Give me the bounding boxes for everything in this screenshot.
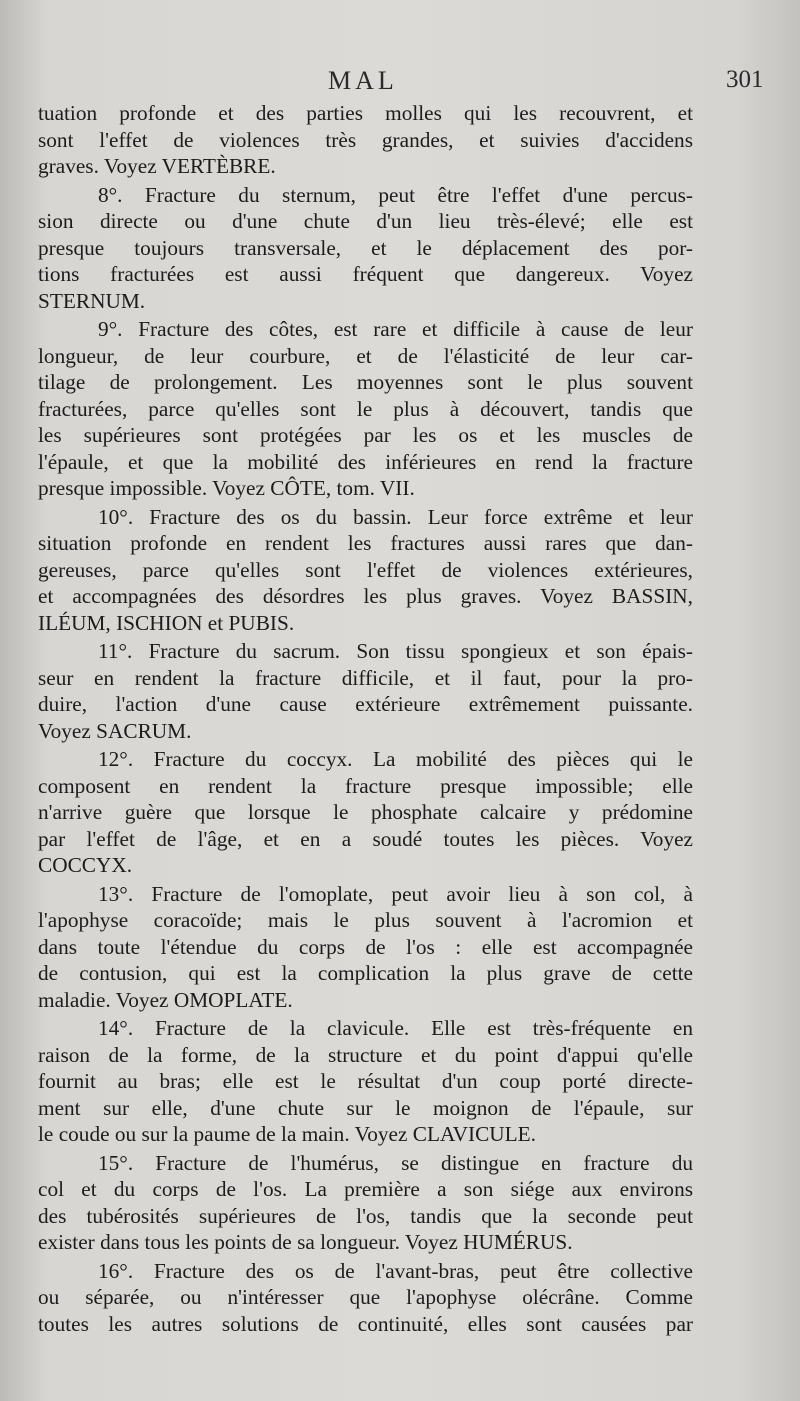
text-line: col et du corps de l'os. La première a son siége aux environs xyxy=(38,1177,693,1201)
text-line: n'arrive guère que lorsque le phosphate calcaire y prédomine xyxy=(38,800,693,824)
text-line: des tubérosités supérieures de l'os, tandis que la seconde peut xyxy=(38,1203,693,1228)
text-line: 13°. Fracture de l'omoplate, peut avoir lieu à son col, à xyxy=(98,881,693,906)
text-line: l'épaule, et que la mobilité des inférieures en rend la fracture xyxy=(38,449,693,474)
text-line: STERNUM. xyxy=(38,288,146,313)
text-line: fracturées, parce qu'elles sont le plus à découvert, tandis que xyxy=(38,396,693,421)
text-line: Voyez SACRUM. xyxy=(38,718,192,743)
text-line: maladie. Voyez OMOPLATE. xyxy=(38,987,293,1012)
text-line: ILÉUM, ISCHION et PUBIS. xyxy=(38,610,295,635)
text-line: graves. Voyez VERTÈBRE. xyxy=(38,154,276,178)
text-line: tions fracturées est aussi fréquent que dangereux. Voyez xyxy=(38,262,693,286)
text-line: dans toute l'étendue du corps de l'os : elle est accompagnée xyxy=(38,934,693,959)
text-line: tuation profonde et des parties molles qui les recouvrent, et xyxy=(38,101,693,125)
text-line: 9°. Fracture des côtes, est rare et difficile à cause de leur xyxy=(98,317,693,341)
text-line: longueur, de leur courbure, et de l'élasticité de leur car- xyxy=(38,343,693,368)
text-line: sion directe ou d'une chute d'un lieu très-élevé; elle est xyxy=(38,209,693,233)
text-line: raison de la forme, de la structure et du point d'appui qu'elle xyxy=(38,1042,693,1067)
text-line: 8°. Fracture du sternum, peut être l'effet d'une percus- xyxy=(98,182,693,207)
page-number: 301 xyxy=(726,66,764,93)
text-line: COCCYX. xyxy=(38,853,133,877)
text-line: l'apophyse coracoïde; mais le plus souvent à l'acromion et xyxy=(38,908,693,932)
text-line: fournit au bras; elle est le résultat d'un coup porté directe- xyxy=(38,1069,693,1093)
text-line: exister dans tous les points de sa longueur. Voyez HUMÉRUS. xyxy=(38,1230,573,1254)
text-line: tilage de prolongement. Les moyennes sont le plus souvent xyxy=(38,370,693,394)
text-line: le coude ou sur la paume de la main. Voyez CLAVICULE. xyxy=(38,1122,537,1146)
body-text xyxy=(38,100,693,1337)
text-line: seur en rendent la fracture difficile, et il faut, pour la pro- xyxy=(38,665,693,690)
text-line: les supérieures sont protégées par les os et les muscles de xyxy=(38,423,693,447)
text-line: 16°. Fracture des os de l'avant-bras, peut être collective xyxy=(98,1258,693,1283)
text-line: et accompagnées des désordres les plus graves. Voyez BASSIN, xyxy=(38,584,693,608)
text-line: situation profonde en rendent les fractures aussi rares que dan- xyxy=(38,531,693,555)
text-line: presque impossible. Voyez CÔTE, tom. VII. xyxy=(38,476,415,500)
text-line: 10°. Fracture des os du bassin. Leur force extrême et leur xyxy=(98,504,693,529)
text-line: par l'effet de l'âge, et en a soudé toutes les pièces. Voyez xyxy=(38,826,693,851)
text-line: 15°. Fracture de l'humérus, se distingue en fracture du xyxy=(98,1150,693,1175)
text-line: sont l'effet de violences très grandes, et suivies d'accidens xyxy=(38,127,693,152)
text-line: presque toujours transversale, et le déplacement des por- xyxy=(38,235,693,260)
text-line: gereuses, parce qu'elles sont l'effet de violences extérieures, xyxy=(38,557,693,582)
text-line: toutes les autres solutions de continuité, elles sont causées par xyxy=(38,1311,693,1336)
text-line: de contusion, qui est la complication la plus grave de cette xyxy=(38,961,693,985)
text-line: 12°. Fracture du coccyx. La mobilité des pièces qui le xyxy=(98,747,693,771)
text-line: ou séparée, ou n'intéresser que l'apophyse olécrâne. Comme xyxy=(38,1285,693,1309)
text-line: 11°. Fracture du sacrum. Son tissu spongieux et son épais- xyxy=(98,639,693,663)
text-line: duire, l'action d'une cause extérieure extrêmement puissante. xyxy=(38,692,693,716)
page-header xyxy=(0,62,800,98)
text-line: 14°. Fracture de la clavicule. Elle est très-fréquente en xyxy=(98,1016,693,1040)
running-head: MAL xyxy=(328,66,398,95)
text-line: ment sur elle, d'une chute sur le moignon de l'épaule, sur xyxy=(38,1095,693,1120)
text-line: composent en rendent la fracture presque impossible; elle xyxy=(38,773,693,798)
